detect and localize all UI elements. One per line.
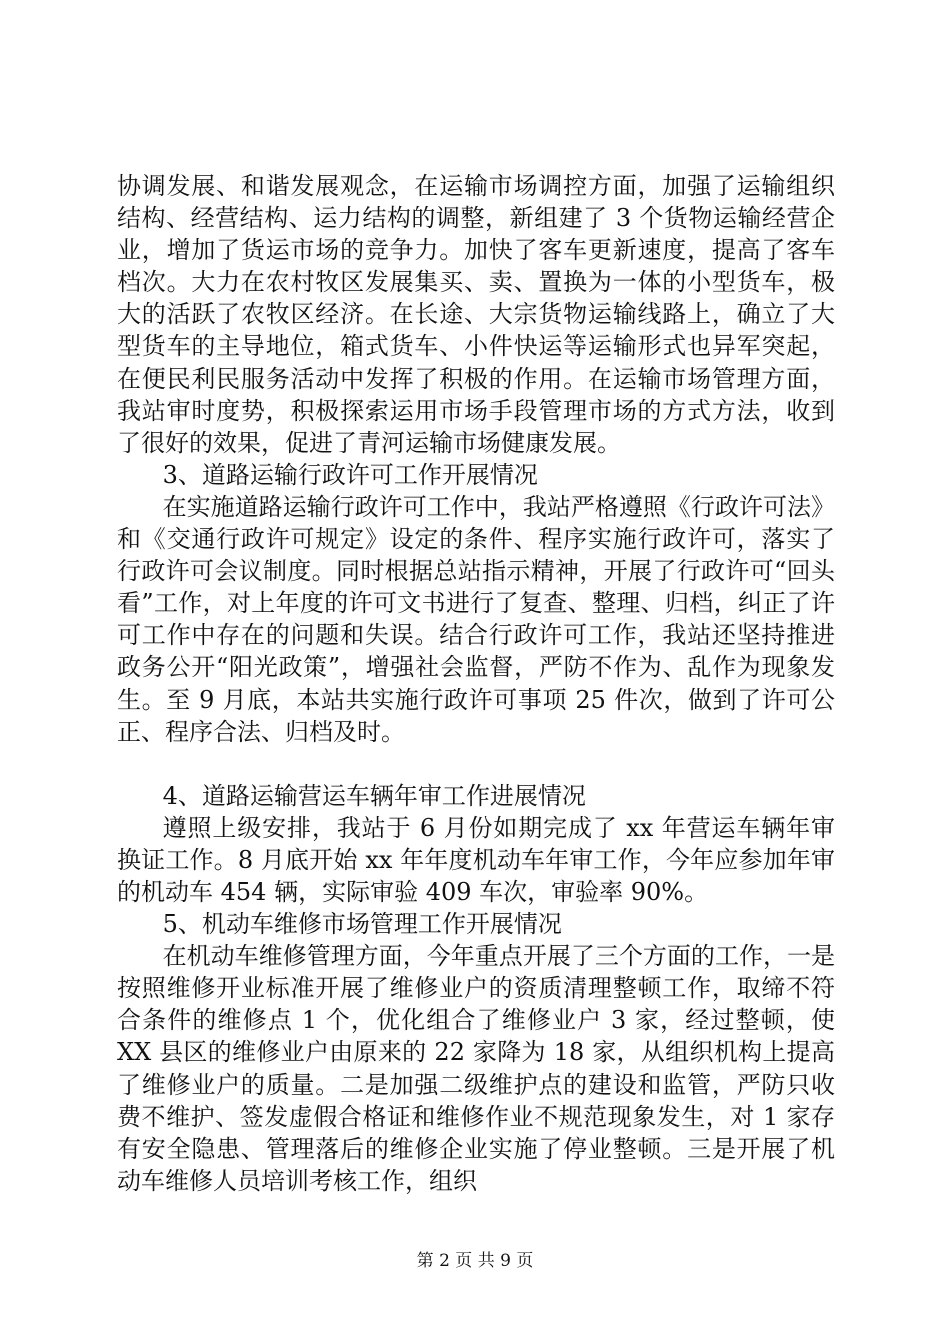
paragraph-gap: [117, 748, 835, 780]
page-footer: 第 2 页 共 9 页: [416, 1251, 534, 1271]
paragraph-vehicle-annual-review: 遵照上级安排，我站于 6 月份如期完成了 xx 年营运车辆年审换证工作。8 月底开始 xx 年年度机动车年审工作，今年应参加年审的机动车 454 辆，实际审验 409 车次，审验率 90%。: [117, 813, 835, 906]
section-heading-vehicle-annual-review: 4、道路运输营运车辆年审工作进展情况: [162, 781, 586, 810]
section-heading-administrative-permit: 3、道路运输行政许可工作开展情况: [162, 460, 538, 489]
paragraph-transport-market: 协调发展、和谐发展观念，在运输市场调控方面，加强了运输组织结构、经营结构、运力结构的调整，新组建了 3 个货物运输经营企业，增加了货运市场的竞争力。加快了客车更新速度，提高了客车档次。大力在农村牧区发展集买、卖、置换为一体的小型货车，极大的活跃了农牧区经济。在长途、大宗货物运输线路上，确立了大型货车的主导地位，箱式货车、小件快运等运输形式也异军突起，在便民利民服务活动中发挥了积极的作用。在运输市场管理方面，我站审时度势，积极探索运用市场手段管理市场的方式方法，收到了很好的效果，促进了青河运输市场健康发展。: [117, 172, 835, 457]
paragraph-repair-market: 在机动车维修管理方面，今年重点开展了三个方面的工作，一是按照维修开业标准开展了维修业户的资质清理整顿工作，取缔不符合条件的维修点 1 个，优化组合了维修业户 3 家，经过整顿，使 XX 县区的维修业户由原来的 22 家降为 18 家，从组织机构上提高了维修业户的质量。二是加强二级维护点的建设和监管，严防只收费不维护、签发虚假合格证和维修作业不规范现象发生，对 1 家存有安全隐患、管理落后的维修企业实施了停业整顿。三是开展了机动车维修人员培训考核工作，组织: [117, 942, 835, 1195]
paragraph-administrative-permit: 在实施道路运输行政许可工作中，我站严格遵照《行政许可法》和《交通行政许可规定》设定的条件、程序实施行政许可，落实了行政许可会议制度。同时根据总站指示精神，开展了行政许可“回头看”工作，对上年度的许可文书进行了复查、整理、归档，纠正了许可工作中存在的问题和失误。结合行政许可工作，我站还坚持推进政务公开“阳光政策”，增强社会监督，严防不作为、乱作为现象发生。至 9 月底，本站共实施行政许可事项 25 件次，做到了许可公正、程序合法、归档及时。: [117, 492, 835, 746]
document-body: [117, 170, 835, 1197]
section-heading-repair-market: 5、机动车维修市场管理工作开展情况: [162, 910, 562, 939]
